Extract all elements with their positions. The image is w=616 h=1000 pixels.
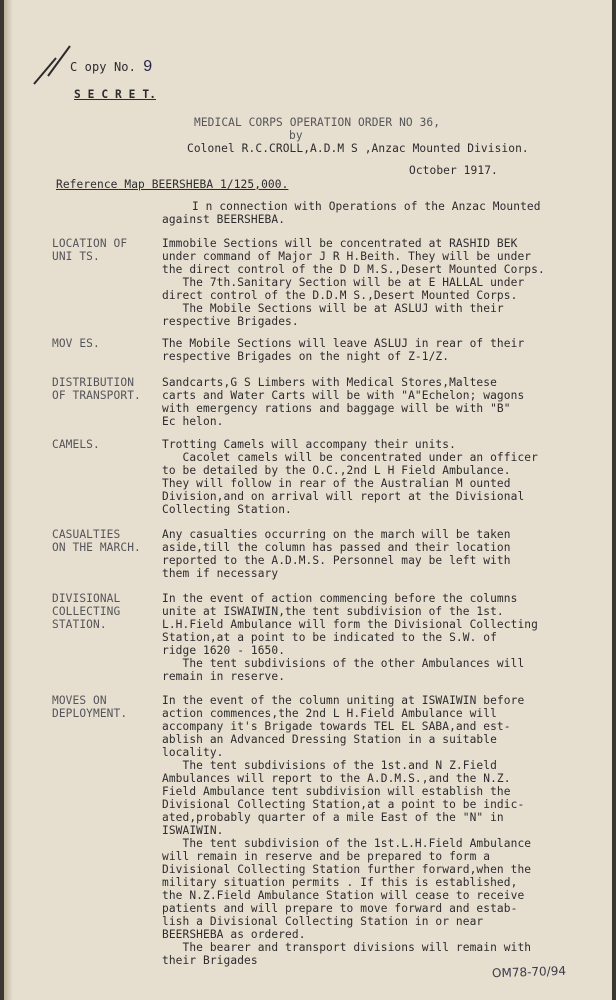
body-line: Collecting Station. — [162, 503, 292, 516]
section-label: CAMELS. — [52, 438, 100, 451]
copy-number: 9 — [143, 58, 153, 75]
body-line: the N.Z.Field Ambulance Station will cease to receive — [162, 889, 525, 902]
body-line: Cacolet camels will be concentrated under an officer — [162, 451, 538, 464]
body-line: respective Brigades. — [162, 315, 299, 328]
body-line: them if necessary — [162, 567, 279, 580]
body-line: L.H.Field Ambulance will form the Divisional Collecting — [162, 618, 538, 631]
body-line: The Mobile Sections will be at ASLUJ with their — [162, 302, 504, 315]
by-line: by — [289, 129, 303, 142]
page-edge-shadow — [4, 0, 13, 1000]
body-line: Trotting Camels will accompany their units. — [162, 438, 456, 451]
body-line: remain in reserve. — [162, 670, 286, 683]
body-line: their Brigades — [162, 954, 258, 967]
section-label: CASUALTIES — [52, 528, 121, 541]
section-label: MOV ES. — [52, 337, 100, 350]
body-line: patients and will prepare to move forward and estab- — [162, 902, 518, 915]
body-line: action commences,the 2nd L H.Field Ambulance will — [162, 707, 497, 720]
body-line: reported to the A.D.M.S. Personnel may be left with — [162, 554, 511, 567]
body-line: under command of Major J R H.Beith. They will be under — [162, 250, 532, 263]
order-title: MEDICAL CORPS OPERATION ORDER NO 36, — [194, 116, 441, 129]
section-label: DEPLOYMENT. — [52, 707, 128, 720]
body-line: They will follow in rear of the Australian M ounted — [162, 477, 511, 490]
body-line: Divisional Collecting Station,at a point to be indic- — [162, 798, 525, 811]
body-line: carts and Water Carts will be with "A"Echelon; wagons — [162, 389, 525, 402]
intro-line-2: against BEERSHEBA. — [162, 213, 286, 226]
body-line: The 7th.Sanitary Section will be at E HALLAL under — [162, 276, 525, 289]
body-line: Division,and on arrival will report at the Divisional — [162, 490, 525, 503]
secret-heading: S E C R E T. — [74, 88, 157, 101]
body-line: Field Ambulance tent subdivision will establish the — [162, 785, 511, 798]
body-line: ridge 1620 - 1650. — [162, 644, 286, 657]
body-line: accompany it's Brigade towards TEL EL SABA,and est- — [162, 720, 511, 733]
body-line: lish a Divisional Collecting Station in or near — [162, 915, 484, 928]
order-date: October 1917. — [409, 164, 498, 177]
body-line: direct control of the D.D.M S.,Desert Mounted Corps. — [162, 289, 518, 302]
section-label: LOCATION OF — [52, 237, 128, 250]
body-line: Station,at a point to be indicated to the S.W. of — [162, 631, 497, 644]
body-line: Any casualties occurring on the march will be taken — [162, 528, 511, 541]
body-line: BEERSHEBA as ordered. — [162, 928, 306, 941]
body-line: respective Brigades on the night of Z-1/Z. — [162, 350, 450, 363]
body-line: unite at ISWAIWIN,the tent subdivision of the 1st. — [162, 605, 504, 618]
archive-reference-number: OM78-70/94 — [491, 963, 567, 981]
body-line: the direct control of the D D M.S.,Desert Mounted Corps. — [162, 263, 545, 276]
section-label: ON THE MARCH. — [52, 541, 141, 554]
body-line: ated,probably quarter of a mile East of the "N" in — [162, 811, 504, 824]
body-line: The tent subdivisions of the 1st.and N Z.Field — [162, 759, 497, 772]
body-line: to be detailed by the O.C.,2nd L H Field Ambulance. — [162, 464, 511, 477]
body-line: Ec helon. — [162, 415, 224, 428]
section-label: DIVISIONAL — [52, 592, 121, 605]
intro-line-1: I n connection with Operations of the Anzac Mounted — [192, 200, 541, 213]
body-line: ablish an Advanced Dressing Station in a suitable — [162, 733, 497, 746]
body-line: Ambulances will report to the A.D.M.S.,and the N.Z. — [162, 772, 511, 785]
section-label: MOVES ON — [52, 694, 107, 707]
body-line: with emergency rations and baggage will be with "B" — [162, 402, 511, 415]
body-line: In the event of the column uniting at ISWAIWIN before — [162, 694, 525, 707]
section-label: COLLECTING — [52, 605, 121, 618]
copy-number-line — [70, 60, 152, 74]
body-line: Sandcarts,G S Limbers with Medical Stores,Maltese — [162, 376, 497, 389]
reference-map: Reference Map BEERSHEBA 1/125,000. — [56, 178, 289, 191]
body-line: In the event of action commencing before the columns — [162, 592, 518, 605]
copy-label: C opy No. — [70, 60, 136, 74]
body-line: Divisional Collecting Station further forward,when the — [162, 863, 532, 876]
body-line: locality. — [162, 746, 224, 759]
body-line: Immobile Sections will be concentrated at RASHID BEK — [162, 237, 518, 250]
body-line: The Mobile Sections will leave ASLUJ in rear of their — [162, 337, 525, 350]
body-line: The bearer and transport divisions will remain with — [162, 941, 532, 954]
document-page — [4, 0, 612, 1000]
section-label: OF TRANSPORT. — [52, 389, 141, 402]
body-line: aside,till the column has passed and their location — [162, 541, 511, 554]
section-label: STATION. — [52, 618, 107, 631]
body-line: ISWAIWIN. — [162, 824, 224, 837]
body-line: military situation permits . If this is established, — [162, 876, 518, 889]
section-label: DISTRIBUTION — [52, 376, 135, 389]
body-line: will remain in reserve and be prepared to form a — [162, 850, 491, 863]
body-line: The tent subdivisions of the other Ambulances will — [162, 657, 525, 670]
body-line: The tent subdivision of the 1st.L.H.Field Ambulance — [162, 837, 532, 850]
section-label: UNI TS. — [52, 250, 100, 263]
author-line: Colonel R.C.CROLL,A.D.M S ,Anzac Mounted Division. — [187, 142, 529, 155]
